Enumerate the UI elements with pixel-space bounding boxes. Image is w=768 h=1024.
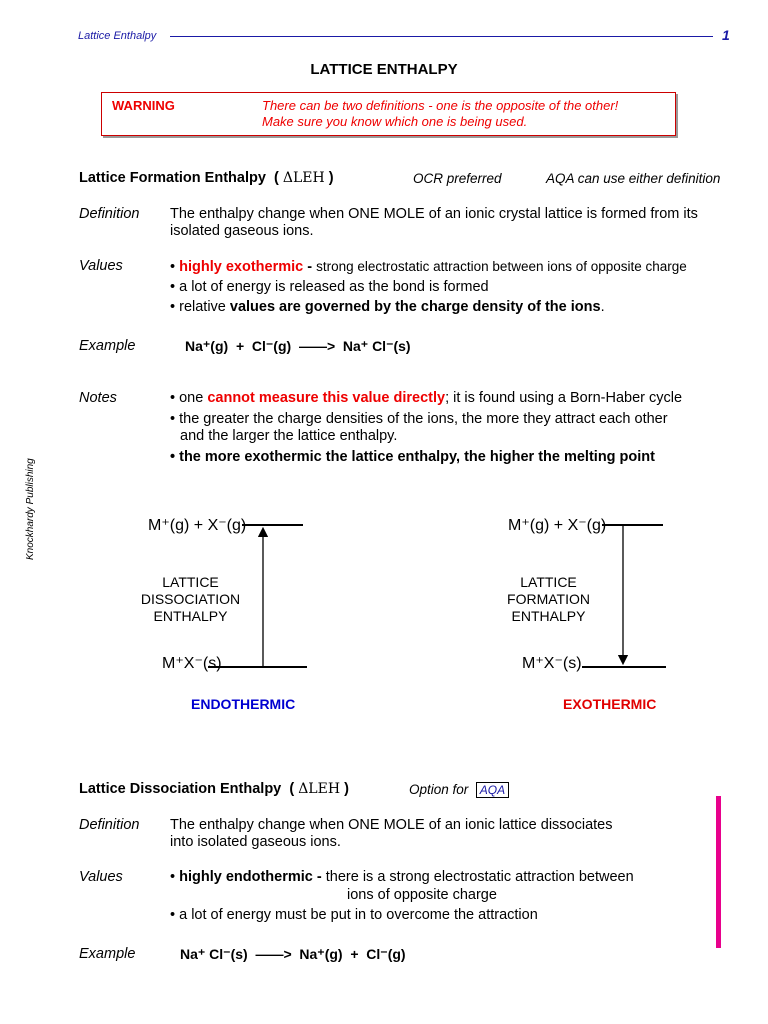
notes-label: Notes: [79, 390, 117, 406]
enthalpy-diagrams: [0, 500, 768, 690]
formation-definition-label: Definition: [79, 206, 140, 222]
formation-value-3-bold: values are governed by the charge density of the ions: [229, 299, 601, 315]
formation-value-1-rest: strong electrostatic attraction between ions of opposite charge: [316, 259, 687, 274]
formation-example-equation: Na⁺(g) + Cl⁻(g) ——> Na⁺ Cl⁻(s): [185, 338, 411, 354]
formation-definition-line-1: The enthalpy change when ONE MOLE of an ionic crystal lattice is formed from its: [170, 206, 698, 222]
dissociation-value-1: • highly endothermic - there is a strong electrostatic attraction between: [170, 869, 634, 885]
dissociation-definition-label: Definition: [79, 817, 140, 833]
dissociation-value-2: • a lot of energy must be put in to overcome the attraction: [170, 907, 538, 923]
formation-example-label: Example: [79, 338, 136, 354]
dissociation-definition-line-1: The enthalpy change when ONE MOLE of an ionic lattice dissociates: [170, 817, 613, 833]
option-note: [409, 782, 509, 798]
formation-value-2-text: a lot of energy is released as the bond is formed: [179, 279, 489, 295]
dissociation-paren-open: (: [289, 781, 295, 797]
formation-paren-open: (: [273, 170, 279, 186]
note-1: • one cannot measure this value directly; it is found using a Born-Haber cycle: [170, 390, 683, 406]
highly-exothermic: highly exothermic: [179, 259, 304, 275]
page-title: LATTICE ENTHALPY: [310, 61, 458, 78]
dissociation-heading: [79, 781, 349, 797]
dissociation-example-equation: Na⁺ Cl⁻(s) ——> Na⁺(g) + Cl⁻(g): [180, 946, 406, 962]
left-bottom-species: M⁺X⁻(s): [162, 655, 222, 672]
right-label-3: ENTHALPY: [511, 608, 586, 624]
ocr-note: OCR preferred: [413, 171, 502, 186]
dissociation-values-label: Values: [79, 869, 123, 885]
warning-line-2: Make sure you know which one is being used.: [262, 114, 528, 129]
right-diagram-label: [486, 574, 611, 625]
right-top-species: M⁺(g) + X⁻(g): [508, 517, 607, 534]
publisher-side-text: Knockhardy Publishing: [25, 458, 36, 560]
left-top-species: M⁺(g) + X⁻(g): [148, 517, 247, 534]
left-label-1: LATTICE: [162, 574, 219, 590]
right-label-2: FORMATION: [507, 591, 590, 607]
highly-endothermic: highly endothermic: [179, 869, 313, 885]
formation-definition: [170, 206, 698, 240]
formation-symbol: ΔLEH: [282, 170, 325, 186]
left-label-3: ENTHALPY: [153, 608, 228, 624]
right-label-1: LATTICE: [520, 574, 577, 590]
formation-value-2: • a lot of energy is released as the bond is formed: [170, 279, 489, 295]
note-2-line-1: the greater the charge densities of the ions, the more they attract each other: [179, 411, 668, 427]
dissociation-value-1-rest-a: there is a strong electrostatic attraction between: [325, 869, 634, 885]
endothermic-caption: ENDOTHERMIC: [191, 696, 296, 712]
note-1-pre: one: [179, 390, 204, 406]
formation-paren-close: ): [328, 170, 334, 186]
dissociation-symbol: ΔLEH: [298, 781, 341, 797]
left-diagram-label: [128, 574, 253, 625]
aqa-note: AQA can use either definition: [546, 171, 721, 186]
formation-heading: [79, 170, 334, 186]
formation-values-label: Values: [79, 258, 123, 274]
dissociation-value-2-text: a lot of energy must be put in to overcome the attraction: [179, 907, 538, 923]
option-for-text: Option for: [409, 782, 469, 797]
exothermic-caption: EXOTHERMIC: [563, 696, 657, 712]
warning-label: WARNING: [112, 98, 175, 113]
right-bottom-species: M⁺X⁻(s): [522, 655, 582, 672]
note-2: • the greater the charge densities of the ions, the more they attract each other and the larger the lattice enthalpy.: [170, 411, 668, 444]
formation-value-3-pre: relative: [179, 299, 226, 315]
aqa-badge: AQA: [476, 782, 509, 798]
formation-definition-line-2: isolated gaseous ions.: [170, 223, 314, 239]
formation-value-1: • highly exothermic - strong electrostatic attraction between ions of opposite charge: [170, 259, 687, 275]
dissociation-heading-text: Lattice Dissociation Enthalpy: [79, 781, 282, 797]
note-2-line-2: and the larger the lattice enthalpy.: [180, 428, 398, 444]
dissociation-paren-close: ): [344, 781, 349, 797]
margin-highlight-bar: [716, 796, 721, 948]
dissociation-value-1-rest-b: ions of opposite charge: [347, 887, 497, 903]
header-title: Lattice Enthalpy: [78, 30, 157, 42]
warning-text: [262, 98, 618, 130]
left-label-2: DISSOCIATION: [140, 591, 241, 607]
formation-value-3: • relative values are governed by the charge density of the ions.: [170, 299, 605, 315]
note-1-post: ; it is found using a Born-Haber cycle: [445, 390, 683, 406]
warning-line-1: There can be two definitions - one is the opposite of the other!: [262, 98, 619, 113]
header-rule: [170, 36, 713, 37]
dissociation-definition: [170, 817, 613, 851]
note-1-red: cannot measure this value directly: [207, 390, 446, 406]
formation-heading-text: Lattice Formation Enthalpy: [79, 170, 266, 186]
note-3: • the more exothermic the lattice enthalpy, the higher the melting point: [170, 449, 655, 465]
page-number: 1: [722, 27, 730, 43]
dissociation-example-label: Example: [79, 946, 136, 962]
note-3-text: the more exothermic the lattice enthalpy, the higher the melting point: [179, 449, 655, 465]
dissociation-definition-line-2: into isolated gaseous ions.: [170, 834, 341, 850]
